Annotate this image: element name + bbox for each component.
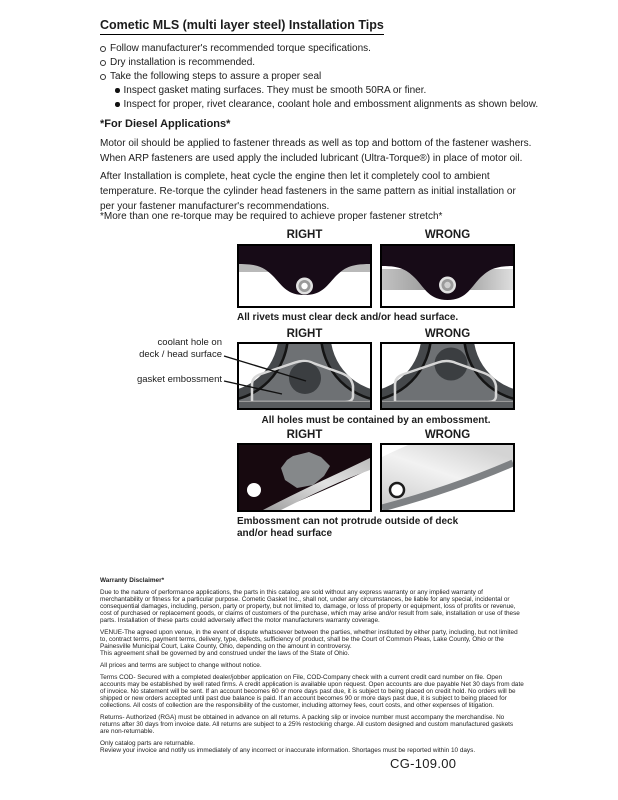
venue-paragraph: VENUE-The agreed upon venue, in the event of dispute whatsoever between the parties, whether instituted by either party, including, but not limited to, contract terms, payment terms, delivery, type, defects, sufficiency of product, shall be the Court of Common Pleas, Lake County, Ohio or the Painesville Municipal Court, Lake County, Ohio, depending on the amount in controversy.: [100, 629, 518, 650]
right-label: RIGHT: [286, 429, 323, 441]
diagram-row3-labels: [237, 429, 515, 441]
diesel-heading: *For Diesel Applications*: [100, 118, 231, 130]
diesel-paragraph-2: After Installation is complete, heat cycle the engine then let it completely cool to ambient temperature. Re-torque the cylinder head fasteners in the same pattern as initial installation or per your fastener manufacturer's recommendations.: [100, 171, 516, 212]
list-item-text: Inspect gasket mating surfaces. They must be smooth 50RA or finer.: [123, 85, 427, 96]
diagram-row2-labels: [237, 328, 515, 340]
diagram-row1-labels: [237, 229, 515, 241]
wrong-label: WRONG: [424, 429, 471, 441]
list-item: [100, 70, 540, 84]
warranty-paragraph: Due to the nature of performance applications, the parts in this catalog are sold without any express warranty or any implied warranty of merchantability or fitness for a particular purpose. Cometic Gasket Inc., shall not, under any circumstances, be liable for any special, incidental or consequential damages, including, person, party or property, but not limited to, damage, or loss of property or equipment, loss of profits or revenue, cost of purchased or replacement goods, or claims of customers of the purchase, which may arise and/or result from sale, installation or use of these parts. Installation of these parts could adversely affect the motor manufacturers warranty coverage.: [100, 589, 520, 624]
venue-paragraph-2: This agreement shall be governed by and construed under the laws of the State of Ohio.: [100, 650, 350, 657]
prices-paragraph: All prices and terms are subject to change without notice.: [100, 662, 262, 669]
caption-line: and/or head surface: [237, 528, 333, 539]
right-label: RIGHT: [286, 328, 323, 340]
hollow-bullet-icon: [100, 46, 106, 52]
wrong-label: WRONG: [424, 328, 471, 340]
returnable-paragraph: Only catalog parts are returnable.: [100, 740, 195, 747]
list-item: [100, 42, 540, 56]
callout-text: coolant hole on: [157, 337, 222, 348]
hollow-bullet-icon: [100, 60, 106, 66]
list-item-text: Dry installation is recommended.: [110, 57, 256, 68]
list-item: [115, 84, 540, 98]
page-code: CG-109.00: [390, 756, 457, 771]
protrusion-wrong-diagram: [380, 443, 515, 517]
installation-tips-list: [100, 42, 540, 112]
filled-bullet-icon: [115, 88, 120, 93]
rivet-wrong-diagram: [380, 244, 515, 313]
wrong-label: WRONG: [424, 229, 471, 241]
right-label: RIGHT: [286, 229, 323, 241]
filled-bullet-icon: [115, 102, 120, 107]
rivet-right-diagram: [237, 244, 372, 313]
list-item: [100, 56, 540, 70]
caption-line: Embossment can not protrude outside of deck: [237, 516, 459, 527]
coolant-hole-callout: [92, 337, 222, 361]
list-item-text: Follow manufacturer's recommended torque specifications.: [110, 43, 371, 54]
diesel-note: *More than one re-torque may be required to achieve proper fastener stretch*: [100, 211, 443, 222]
terms-paragraph: Terms COD- Secured with a completed dealer/jobber application on File, COD-Company check with a current credit card number on file. Open accounts may be established by well rated firms. A credit application is available upon request. Open accounts are due payable Net 30 days from date of invoice. No statement will be sent. If an account becomes 60 or more days past due, it is subject to being placed on credit hold. No orders will be shipped or new orders accepted until past due balance is paid. If an account becomes 90 or more days past due, it is subject to being placed for collections. All costs of collection are the responsibility of the customer, including attorney fees, court costs, and other expenses of litigation.: [100, 674, 524, 709]
diagram-row3-panels: [237, 443, 515, 517]
embossment-right-diagram: [237, 342, 372, 415]
protrusion-right-diagram: [237, 443, 372, 517]
list-item: [115, 98, 540, 112]
page-title: Cometic MLS (multi layer steel) Installation Tips: [100, 18, 384, 35]
diagram-row1-panels: [237, 244, 515, 313]
diesel-paragraph-1: Motor oil should be applied to fastener threads as well as top and bottom of the fastener washers. When ARP fasteners are used apply the included lubricant (Ultra-Torque®) in place of motor oil.: [100, 138, 532, 164]
warranty-disclaimer-section: [100, 577, 524, 759]
callout-text: deck / head surface: [139, 349, 222, 360]
warranty-heading: Warranty Disclaimer*: [100, 577, 165, 584]
diagram-row3-caption: [237, 516, 497, 540]
gasket-embossment-callout: gasket embossment: [136, 374, 222, 385]
returns-paragraph: Returns- Authorized (RGA) must be obtained in advance on all returns. A packing slip or invoice number must accompany the merchandise. No returns after 30 days from invoice date. All returns are subject to a 25% restocking charge. All custom designed and custom manufactured gaskets are non-returnable.: [100, 714, 514, 735]
list-item-text: Inspect for proper, rivet clearance, coolant hole and embossment alignments as shown below.: [123, 99, 539, 110]
hollow-bullet-icon: [100, 74, 106, 80]
diagram-row2-panels: [237, 342, 515, 415]
list-item-text: Take the following steps to assure a proper seal: [110, 71, 322, 82]
diagram-row2-caption: All holes must be contained by an embossment.: [261, 415, 491, 426]
diagram-row1-caption: All rivets must clear deck and/or head surface.: [237, 312, 459, 323]
sub-list: [100, 84, 540, 112]
review-paragraph: Review your invoice and notify us immediately of any incorrect or inaccurate information. Shortages must be reported within 10 days.: [100, 747, 476, 754]
embossment-wrong-diagram: [380, 342, 515, 415]
